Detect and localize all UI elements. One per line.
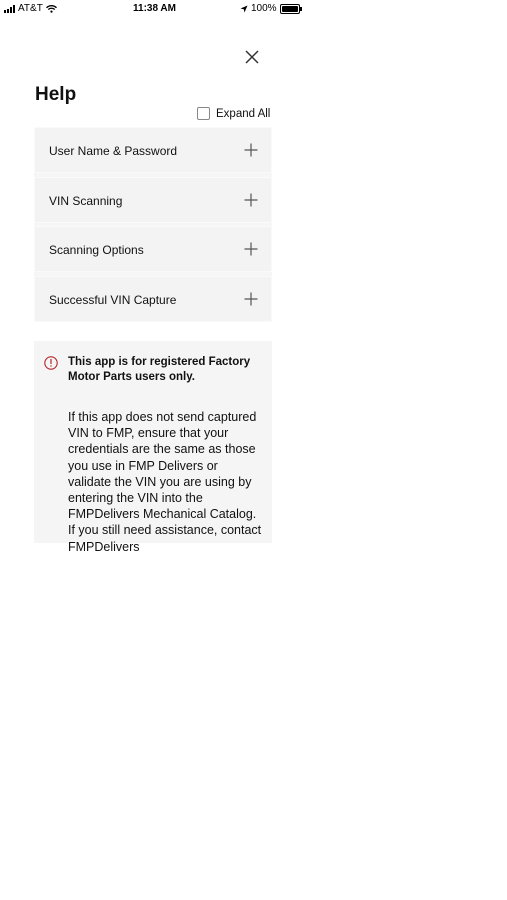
info-circle-icon	[44, 356, 58, 370]
accordion-item-successful-vin-capture[interactable]	[34, 276, 272, 322]
accordion-item-label: Scanning Options	[49, 243, 144, 257]
plus-icon[interactable]	[244, 193, 258, 207]
accordion-item-user-name-password[interactable]	[34, 127, 272, 173]
close-icon	[243, 48, 261, 66]
notice-body: If this app does not send captured VIN to FMP, ensure that your credentials are the same as those you use in FMP Delivers or validate the VIN you are using by entering the VIN into the FMPDelivers Mechanical Catalog. If you still need assistance, contact FMPDelivers	[68, 410, 262, 554]
carrier-label: AT&T	[18, 3, 43, 14]
cellular-signal-icon	[4, 5, 15, 13]
accordion-item-vin-scanning[interactable]	[34, 177, 272, 223]
plus-icon[interactable]	[244, 242, 258, 256]
location-arrow-icon	[240, 5, 248, 13]
page-title: Help	[35, 84, 77, 105]
registered-users-notice	[34, 341, 272, 554]
battery-icon	[280, 4, 300, 14]
accordion-item-label: VIN Scanning	[49, 193, 123, 208]
status-bar-right	[240, 3, 300, 14]
close-button[interactable]	[243, 48, 261, 66]
accordion-item-label: User Name & Password	[49, 144, 178, 158]
status-bar-left	[4, 3, 57, 14]
accordion-item-label: Successful VIN Capture	[49, 292, 177, 307]
notice-title: This app is for registered Factory Motor Parts users only.	[68, 356, 251, 383]
expand-all-checkbox[interactable]	[197, 107, 210, 120]
clock: 11:38 AM	[133, 3, 176, 14]
accordion-item-scanning-options[interactable]	[34, 226, 272, 272]
help-accordion	[34, 127, 272, 322]
expand-all-label: Expand All	[216, 107, 271, 120]
status-bar	[0, 0, 507, 18]
plus-icon[interactable]	[244, 292, 258, 306]
plus-icon[interactable]	[244, 143, 258, 157]
wifi-icon	[46, 5, 57, 13]
expand-all-toggle[interactable]	[197, 107, 270, 120]
battery-percent: 100%	[251, 3, 277, 14]
